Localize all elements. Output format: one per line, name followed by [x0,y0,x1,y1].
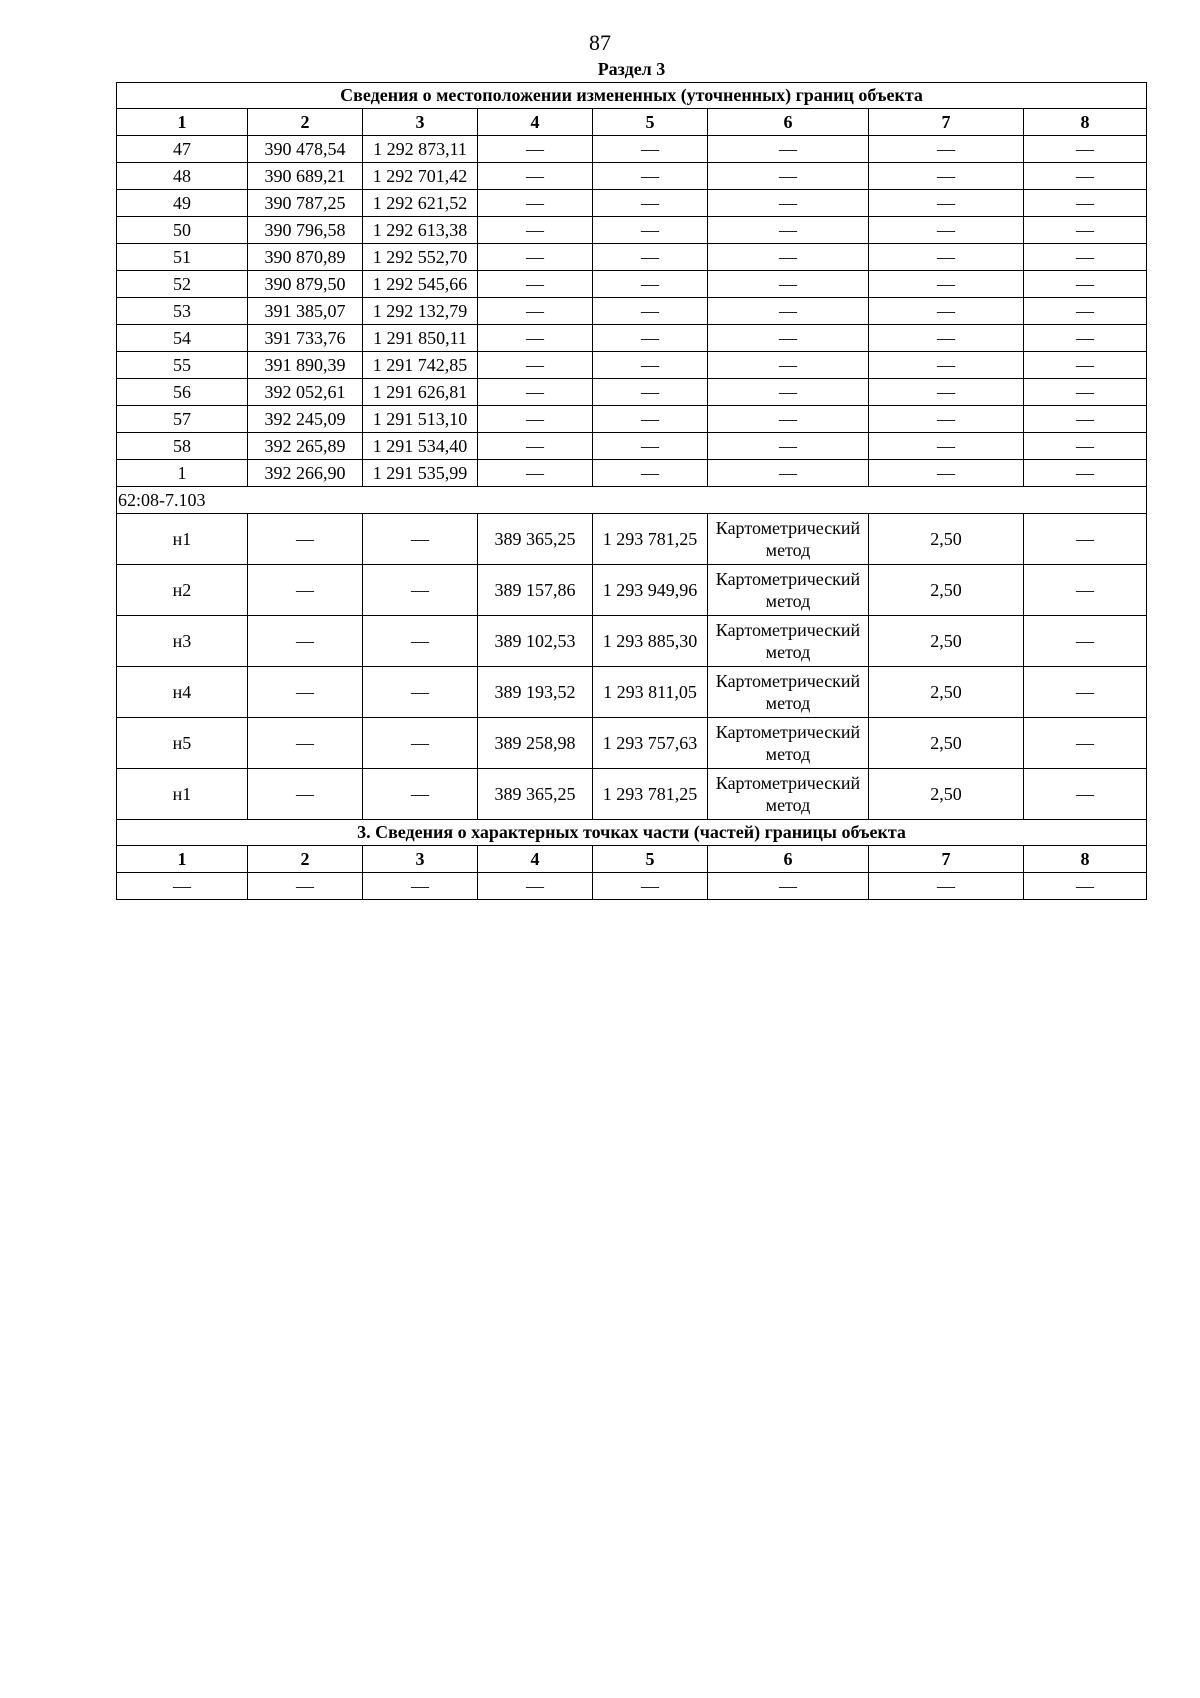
table-row [117,244,1147,271]
column-number-3: 3 [363,109,478,136]
table-row [117,616,1147,667]
table-row [117,217,1147,244]
column-number-4: 4 [478,846,593,873]
point-number-cell: н4 [117,667,248,718]
existing-y-cell: 1 291 742,85 [363,352,478,379]
dash-cell: — [1024,271,1147,298]
dash-cell: — [1024,136,1147,163]
dash-cell: — [1024,460,1147,487]
dash-cell: — [363,667,478,718]
existing-x-cell: 391 733,76 [248,325,363,352]
dash-cell: — [478,406,593,433]
dash-cell: — [593,190,708,217]
table-row [117,873,1147,900]
accuracy-cell: 2,50 [869,616,1024,667]
point-number-cell: н1 [117,514,248,565]
accuracy-cell: 2,50 [869,514,1024,565]
dash-cell: — [708,136,869,163]
dash-cell: — [1024,718,1147,769]
boundary-table [116,82,1147,900]
existing-x-cell: 390 870,89 [248,244,363,271]
dash-cell: — [869,433,1024,460]
point-number-cell: 48 [117,163,248,190]
column-number-8: 8 [1024,846,1147,873]
table-row [117,565,1147,616]
column-number-5: 5 [593,109,708,136]
point-number-cell: н5 [117,718,248,769]
point-number-cell: 49 [117,190,248,217]
point-number-cell: 56 [117,379,248,406]
dash-cell: — [869,379,1024,406]
dash-cell: — [593,406,708,433]
column-number-1: 1 [117,846,248,873]
dash-cell: — [1024,190,1147,217]
method-cell: Картометрический метод [708,616,869,667]
dash-cell: — [869,217,1024,244]
dash-cell: — [363,565,478,616]
dash-cell: — [478,325,593,352]
dash-cell: — [1024,769,1147,820]
point-number-cell: 57 [117,406,248,433]
point-number-cell: 50 [117,217,248,244]
dash-cell: — [363,873,478,900]
table-row [117,352,1147,379]
dash-cell: — [363,769,478,820]
table-row [117,163,1147,190]
dash-cell: — [869,190,1024,217]
section3-title-row [117,820,1147,846]
dash-cell: — [1024,667,1147,718]
method-cell: Картометрический метод [708,514,869,565]
dash-cell: — [708,271,869,298]
dash-cell: — [478,433,593,460]
table-row [117,514,1147,565]
dash-cell: — [708,460,869,487]
dash-cell: — [869,460,1024,487]
table-row [117,433,1147,460]
table-row [117,460,1147,487]
dash-cell: — [1024,565,1147,616]
new-x-cell: 389 193,52 [478,667,593,718]
dash-cell: — [363,718,478,769]
column-number-5: 5 [593,846,708,873]
section-title: Раздел 3 [597,59,666,79]
dash-cell: — [248,769,363,820]
existing-x-cell: 392 052,61 [248,379,363,406]
existing-y-cell: 1 292 613,38 [363,217,478,244]
dash-cell: — [117,873,248,900]
dash-cell: — [363,514,478,565]
existing-x-cell: 391 385,07 [248,298,363,325]
dash-cell: — [708,190,869,217]
subpart-label-row [117,487,1147,514]
column-number-6: 6 [708,109,869,136]
column-number-2: 2 [248,109,363,136]
dash-cell: — [478,873,593,900]
method-cell: Картометрический метод [708,565,869,616]
table-row [117,298,1147,325]
dash-cell: — [708,244,869,271]
existing-x-cell: 390 879,50 [248,271,363,298]
existing-x-cell: 392 245,09 [248,406,363,433]
new-x-cell: 389 157,86 [478,565,593,616]
dash-cell: — [869,244,1024,271]
subpart-label: 62:08-7.103 [117,487,1147,514]
dash-cell: — [1024,217,1147,244]
existing-y-cell: 1 291 850,11 [363,325,478,352]
dash-cell: — [593,244,708,271]
column-number-row [117,109,1147,136]
dash-cell: — [869,136,1024,163]
dash-cell: — [478,163,593,190]
dash-cell: — [248,873,363,900]
dash-cell: — [593,298,708,325]
dash-cell: — [869,298,1024,325]
dash-cell: — [1024,352,1147,379]
dash-cell: — [248,667,363,718]
new-y-cell: 1 293 885,30 [593,616,708,667]
dash-cell: — [1024,325,1147,352]
page-number: 87 [589,30,611,55]
existing-y-cell: 1 292 132,79 [363,298,478,325]
new-y-cell: 1 293 949,96 [593,565,708,616]
table-row [117,718,1147,769]
dash-cell: — [708,352,869,379]
dash-cell: — [708,406,869,433]
method-cell: Картометрический метод [708,718,869,769]
new-x-cell: 389 102,53 [478,616,593,667]
dash-cell: — [1024,163,1147,190]
accuracy-cell: 2,50 [869,718,1024,769]
dash-cell: — [869,352,1024,379]
dash-cell: — [478,217,593,244]
accuracy-cell: 2,50 [869,667,1024,718]
dash-cell: — [1024,406,1147,433]
dash-cell: — [708,379,869,406]
dash-cell: — [1024,379,1147,406]
table-row [117,379,1147,406]
dash-cell: — [593,325,708,352]
point-number-cell: н3 [117,616,248,667]
column-number-3: 3 [363,846,478,873]
dash-cell: — [248,565,363,616]
dash-cell: — [593,217,708,244]
dash-cell: — [593,433,708,460]
dash-cell: — [478,136,593,163]
dash-cell: — [1024,433,1147,460]
dash-cell: — [478,379,593,406]
dash-cell: — [593,352,708,379]
existing-y-cell: 1 291 534,40 [363,433,478,460]
dash-cell: — [708,298,869,325]
dash-cell: — [248,718,363,769]
dash-cell: — [1024,616,1147,667]
point-number-cell: 52 [117,271,248,298]
existing-y-cell: 1 292 552,70 [363,244,478,271]
accuracy-cell: 2,50 [869,565,1024,616]
accuracy-cell: 2,50 [869,769,1024,820]
dash-cell: — [869,163,1024,190]
existing-x-cell: 390 796,58 [248,217,363,244]
dash-cell: — [593,460,708,487]
new-x-cell: 389 365,25 [478,769,593,820]
dash-cell: — [708,325,869,352]
point-number-cell: н2 [117,565,248,616]
column-number-8: 8 [1024,109,1147,136]
dash-cell: — [708,163,869,190]
dash-cell: — [869,406,1024,433]
table-row [117,769,1147,820]
dash-cell: — [363,616,478,667]
dash-cell: — [869,873,1024,900]
existing-y-cell: 1 292 621,52 [363,190,478,217]
existing-x-cell: 390 478,54 [248,136,363,163]
point-number-cell: 58 [117,433,248,460]
point-number-cell: н1 [117,769,248,820]
section3-title: 3. Сведения о характерных точках части (частей) границы объекта [117,820,1147,846]
existing-y-cell: 1 291 513,10 [363,406,478,433]
dash-cell: — [708,217,869,244]
dash-cell: — [1024,298,1147,325]
dash-cell: — [478,460,593,487]
existing-x-cell: 390 787,25 [248,190,363,217]
dash-cell: — [869,325,1024,352]
new-x-cell: 389 365,25 [478,514,593,565]
point-number-cell: 47 [117,136,248,163]
dash-cell: — [593,873,708,900]
column-number-4: 4 [478,109,593,136]
new-y-cell: 1 293 781,25 [593,769,708,820]
existing-y-cell: 1 292 701,42 [363,163,478,190]
point-number-cell: 54 [117,325,248,352]
existing-y-cell: 1 291 535,99 [363,460,478,487]
column-number-2: 2 [248,846,363,873]
dash-cell: — [478,298,593,325]
dash-cell: — [248,514,363,565]
method-cell: Картометрический метод [708,667,869,718]
dash-cell: — [1024,514,1147,565]
existing-y-cell: 1 292 873,11 [363,136,478,163]
table-row [117,271,1147,298]
column-number-7: 7 [869,109,1024,136]
dash-cell: — [593,379,708,406]
existing-x-cell: 390 689,21 [248,163,363,190]
existing-y-cell: 1 291 626,81 [363,379,478,406]
table-row [117,667,1147,718]
existing-x-cell: 392 266,90 [248,460,363,487]
dash-cell: — [708,433,869,460]
dash-cell: — [1024,244,1147,271]
column-number-6: 6 [708,846,869,873]
dash-cell: — [869,271,1024,298]
table-row [117,136,1147,163]
new-x-cell: 389 258,98 [478,718,593,769]
column-number-row [117,846,1147,873]
dash-cell: — [1024,873,1147,900]
column-number-7: 7 [869,846,1024,873]
existing-x-cell: 391 890,39 [248,352,363,379]
table-title: Сведения о местоположении измененных (уточненных) границ объекта [117,83,1147,109]
dash-cell: — [478,352,593,379]
dash-cell: — [478,244,593,271]
dash-cell: — [708,873,869,900]
existing-y-cell: 1 292 545,66 [363,271,478,298]
new-y-cell: 1 293 781,25 [593,514,708,565]
dash-cell: — [593,136,708,163]
dash-cell: — [593,163,708,190]
column-number-1: 1 [117,109,248,136]
table-row [117,406,1147,433]
point-number-cell: 55 [117,352,248,379]
new-y-cell: 1 293 811,05 [593,667,708,718]
dash-cell: — [248,616,363,667]
point-number-cell: 53 [117,298,248,325]
table-row [117,325,1147,352]
dash-cell: — [478,190,593,217]
existing-x-cell: 392 265,89 [248,433,363,460]
point-number-cell: 1 [117,460,248,487]
dash-cell: — [593,271,708,298]
table-row [117,190,1147,217]
new-y-cell: 1 293 757,63 [593,718,708,769]
dash-cell: — [478,271,593,298]
method-cell: Картометрический метод [708,769,869,820]
point-number-cell: 51 [117,244,248,271]
